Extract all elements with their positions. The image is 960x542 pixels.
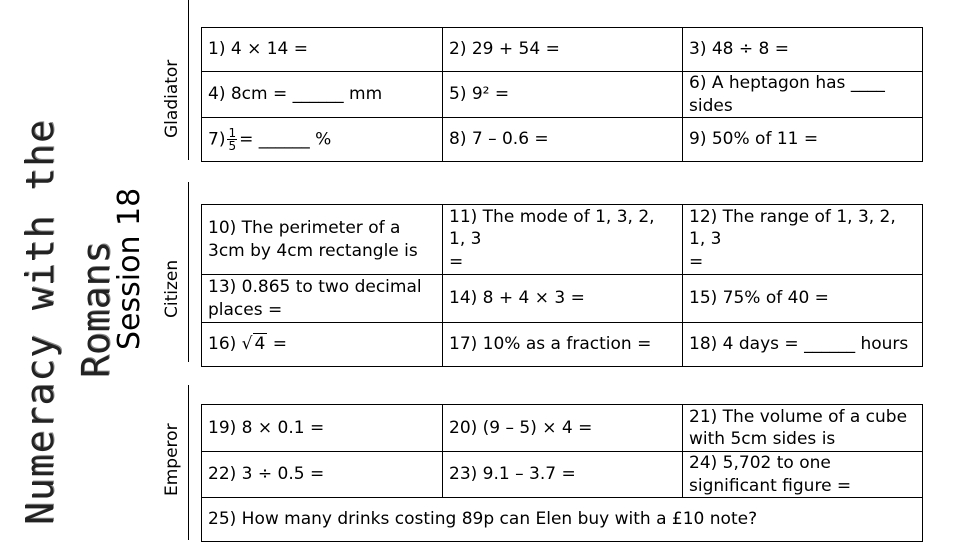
sqrt-radicand: 4 [254, 334, 266, 355]
question-cell: 24) 5,702 to one significant figure = [683, 452, 923, 498]
question-cell: 23) 9.1 – 3.7 = [443, 452, 683, 498]
question-cell: 21) The volume of a cube with 5cm sides is [683, 405, 923, 452]
question-cell: 2) 29 + 54 = [443, 28, 683, 72]
q7-suffix: = ______ % [239, 129, 332, 150]
question-cell: 11) The mode of 1, 3, 2, 1, 3 = [443, 205, 683, 275]
question-cell: 8) 7 – 0.6 = [443, 118, 683, 162]
title-line2: Romans [74, 240, 118, 378]
level-emperor: Emperor [162, 423, 182, 496]
question-cell: 6) A heptagon has ____ sides [683, 72, 923, 118]
divider-citizen [188, 182, 189, 362]
question-cell: 9) 50% of 11 = [683, 118, 923, 162]
level-citizen: Citizen [162, 259, 182, 318]
question-cell: 5) 9² = [443, 72, 683, 118]
question-cell: 13) 0.865 to two decimal places = [202, 275, 443, 323]
level-gladiator: Gladiator [162, 59, 182, 138]
divider-emperor [188, 385, 189, 540]
emperor-table [201, 404, 923, 542]
sqrt-icon: √ [241, 334, 253, 355]
title-line1: Numeracy with the [18, 119, 62, 525]
question-cell: 12) The range of 1, 3, 2, 1, 3 = [683, 205, 923, 275]
question-cell [202, 118, 443, 162]
question-cell: 18) 4 days = ______ hours [683, 323, 923, 367]
q16-suffix: = [272, 334, 287, 355]
question-cell: 19) 8 × 0.1 = [202, 405, 443, 452]
question-cell: 17) 10% as a fraction = [443, 323, 683, 367]
question-cell: 10) The perimeter of a 3cm by 4cm rectangle is [202, 205, 443, 275]
fraction [227, 127, 237, 152]
session-label: Session 18 [112, 187, 147, 350]
question-cell: 14) 8 + 4 × 3 = [443, 275, 683, 323]
question-cell: 25) How many drinks costing 89p can Elen buy with a £10 note? [202, 498, 923, 542]
divider-gladiator [188, 0, 189, 160]
fraction-denominator: 5 [228, 139, 237, 153]
fraction-numerator: 1 [228, 126, 237, 140]
citizen-table [201, 204, 923, 367]
question-cell: 15) 75% of 40 = [683, 275, 923, 323]
question-cell: 1) 4 × 14 = [202, 28, 443, 72]
question-cell: 4) 8cm = ______ mm [202, 72, 443, 118]
gladiator-table [201, 27, 923, 162]
q7-prefix: 7) [208, 129, 226, 150]
q16-prefix: 16) [208, 334, 237, 355]
question-cell [202, 323, 443, 367]
question-cell: 3) 48 ÷ 8 = [683, 28, 923, 72]
question-cell: 20) (9 – 5) × 4 = [443, 405, 683, 452]
question-cell: 22) 3 ÷ 0.5 = [202, 452, 443, 498]
